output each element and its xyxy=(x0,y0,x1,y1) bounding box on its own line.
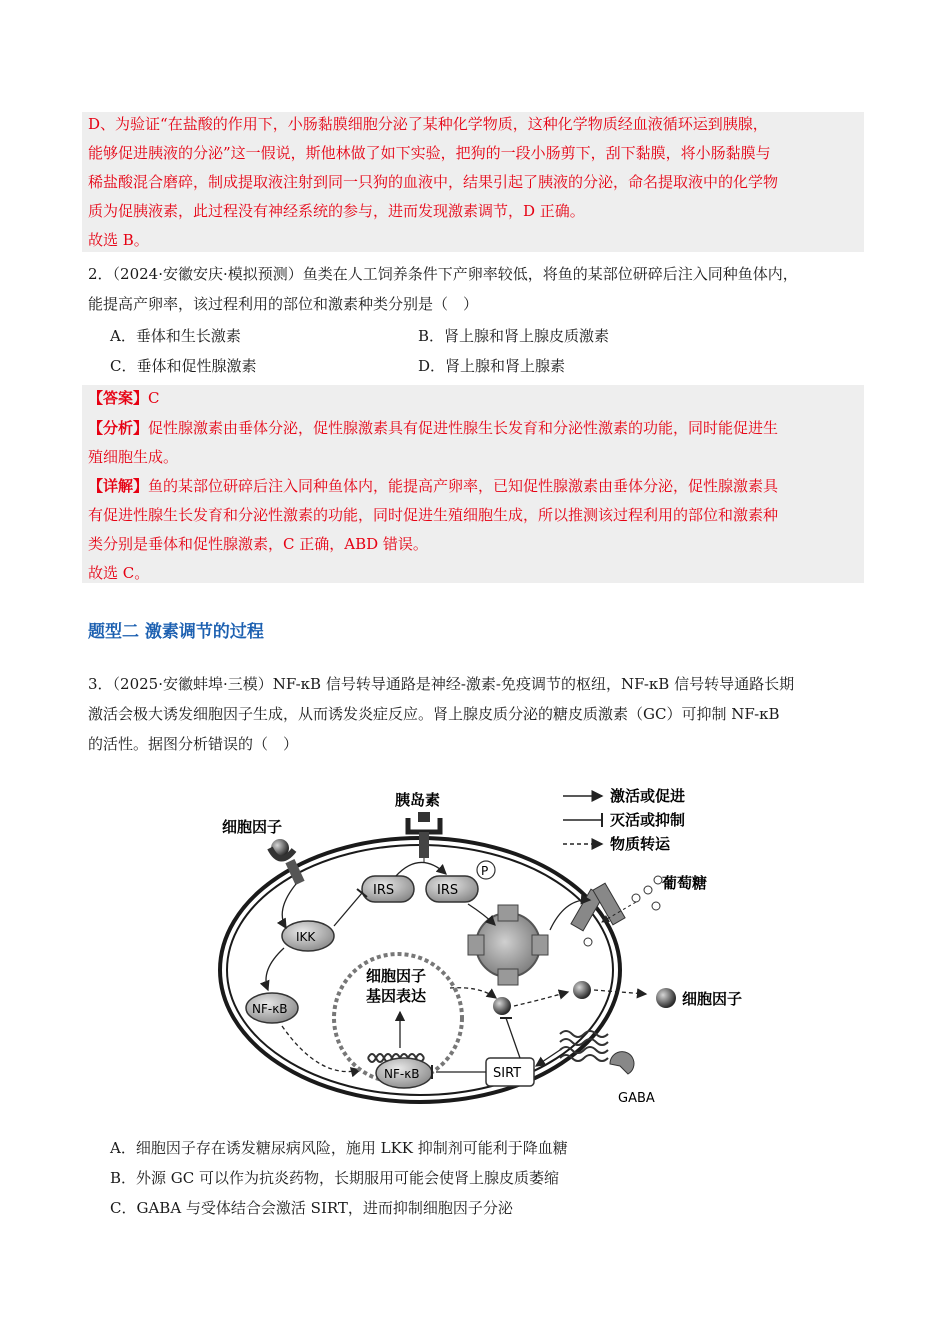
cytokine-ball xyxy=(573,981,591,999)
analysis-line: 殖细胞生成。 xyxy=(88,448,179,466)
question-3-option-a: A．细胞因子存在诱发糖尿病风险，施用 LKK 抑制剂可能利于降血糖 xyxy=(110,1139,568,1157)
question-3-option-b: B．外源 GC 可以作为抗炎药物，长期服用可能会使肾上腺皮质萎缩 xyxy=(110,1169,560,1187)
ikk-label: IKK xyxy=(296,930,316,944)
irs-label: IRS xyxy=(437,883,459,898)
cytokine-ball xyxy=(493,997,511,1015)
question-3-stem: 3．（2025·安徽蚌埠·三模）NF-κB 信号转导通路是神经-激素-免疫调节的枢纽，NF-κB 信号转导通路长期 xyxy=(88,675,795,693)
answer-value: C xyxy=(148,389,160,407)
phosphate-label: P xyxy=(481,864,489,878)
section-title: 题型二 激素调节的过程 xyxy=(88,622,264,642)
answer-tag: 【答案】 xyxy=(88,389,149,407)
glucose-label: 葡萄糖 xyxy=(662,874,708,892)
detail-line xyxy=(88,476,778,496)
question-2-option-b: B．肾上腺和肾上腺皮质激素 xyxy=(418,327,610,345)
cytokine-ball xyxy=(656,988,676,1008)
question-3-option-c: C．GABA 与受体结合会激活 SIRT，进而抑制细胞因子分泌 xyxy=(110,1199,513,1217)
gaba-label: GABA xyxy=(618,1091,655,1106)
analysis-line xyxy=(88,418,778,438)
question-2-stem: 能提高产卵率，该过程利用的部位和激素种类分别是（ ） xyxy=(88,295,479,313)
detail-line: 有促进性腺生长发育和分泌性激素的功能，同时促进生殖细胞生成，所以推测该过程利用的部位和激素种 xyxy=(88,506,779,524)
gaba-receptor xyxy=(560,1031,634,1074)
detail-text: 鱼的某部位研碎后注入同种鱼体内，能提高产卵率，已知促性腺激素由垂体分泌，促性腺激素具 xyxy=(148,477,779,495)
nfkb-label: NF-κB xyxy=(384,1067,420,1081)
insulin-label: 胰岛素 xyxy=(395,791,441,809)
explanation-line: 质为促胰液素，此过程没有神经系统的参与，进而发现激素调节，D 正确。 xyxy=(88,202,585,220)
cytokine-out-label: 细胞因子 xyxy=(682,990,743,1008)
insulin-receptor xyxy=(408,812,440,858)
question-2-option-a: A．垂体和生长激素 xyxy=(110,327,241,345)
cell-signaling-figure xyxy=(210,780,760,1110)
legend xyxy=(563,787,685,853)
glucose-transporter xyxy=(468,905,548,985)
question-3-stem: 的活性。据图分析错误的（ ） xyxy=(88,735,299,753)
gene-expression-label: 细胞因子 xyxy=(366,967,427,985)
analysis-tag: 【分析】 xyxy=(88,419,149,437)
conclusion-line: 故选 C。 xyxy=(88,564,150,582)
conclusion-line: 故选 B。 xyxy=(88,231,149,249)
legend-activate: 激活或促进 xyxy=(610,787,686,805)
sirt-label: SIRT xyxy=(493,1066,522,1081)
detail-line: 类分别是垂体和促性腺激素，C 正确，ABD 错误。 xyxy=(88,535,428,553)
analysis-text: 促性腺激素由垂体分泌，促性腺激素具有促进性腺生长发育和分泌性激素的功能，同时能促进生 xyxy=(148,419,779,437)
question-2-option-d: D．肾上腺和肾上腺素 xyxy=(418,357,566,375)
nfkb-label: NF-κB xyxy=(252,1002,288,1016)
legend-inhibit: 灭活或抑制 xyxy=(610,811,686,829)
legend-transport: 物质转运 xyxy=(610,835,671,853)
explanation-line: 稀盐酸混合磨碎，制成提取液注射到同一只狗的血液中，结果引起了胰液的分泌，命名提取液中的化学物 xyxy=(88,173,779,191)
gene-expression-label: 基因表达 xyxy=(366,987,427,1005)
question-2-stem: 2．（2024·安徽安庆·模拟预测）鱼类在人工饲养条件下产卵率较低，将鱼的某部位研碎后注入同种鱼体内， xyxy=(88,265,798,283)
question-3-stem: 激活会极大诱发细胞因子生成，从而诱发炎症反应。肾上腺皮质分泌的糖皮质激素（GC）可抑制 NF-κB xyxy=(88,705,780,723)
detail-tag: 【详解】 xyxy=(88,477,149,495)
explanation-line: 能够促进胰液的分泌”这一假说，斯他林做了如下实验，把狗的一段小肠剪下，刮下黏膜，将小肠黏膜与 xyxy=(88,144,771,162)
question-2-option-c: C．垂体和促性腺激素 xyxy=(110,357,257,375)
cytokine-label-top: 细胞因子 xyxy=(222,818,283,836)
answer-line xyxy=(88,388,160,408)
explanation-line: D、为验证“在盐酸的作用下，小肠黏膜细胞分泌了某种化学物质，这种化学物质经血液循环运到胰腺， xyxy=(88,115,768,133)
irs-label: IRS xyxy=(373,883,395,898)
